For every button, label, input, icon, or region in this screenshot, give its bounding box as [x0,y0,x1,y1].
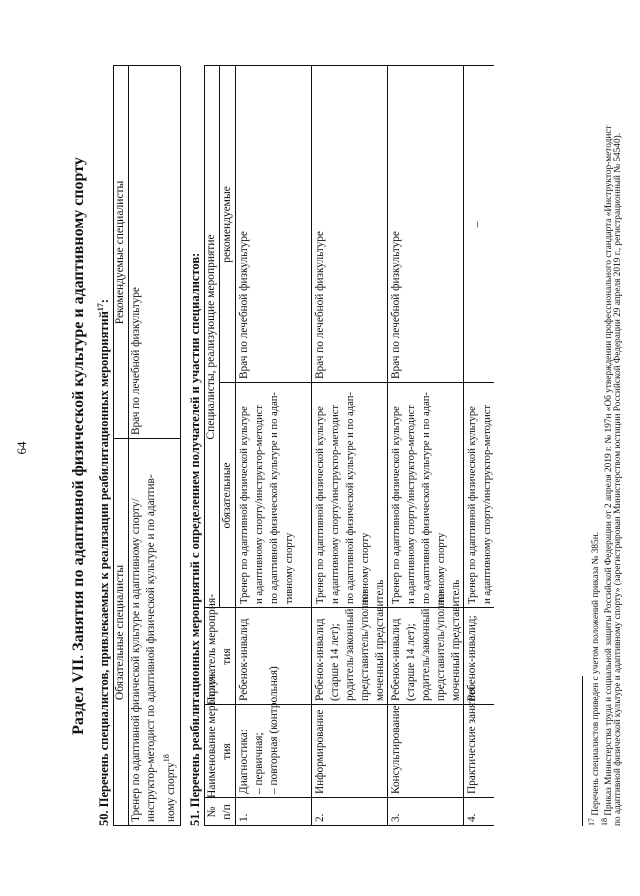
row1-recipient [237,618,252,701]
row3-mandatory-line: по адаптивной физической культуре и по адап- [421,392,432,604]
footnote-ref-17: 17 [96,303,105,312]
row2-mandatory-line: тивному спорту [360,532,371,604]
row1-measure-line: Диагностика: [238,729,250,794]
item50-mandatory-line-text: ному спорту [164,762,177,822]
footnote-18-text: Приказ Министерства труда и социальной защиты Российской Федерации от 2 апреля 2019 г. № 197н «Об утверждении профессионального стандарта «Инструктор-методист [604,125,615,818]
header-recipient [205,593,235,705]
item50-title-suffix: : [97,298,112,304]
row1-measure-line: – первичная; [253,732,265,794]
row4-measure-line: Практические занятия [466,686,478,794]
row4-mandatory-line: Тренер по адаптивной физической культуре [467,406,478,604]
row2-num: 2. [314,813,326,822]
header-measure-name [205,672,235,798]
row4-mandatory [465,405,495,604]
row1-mandatory-line: тивному спорту [284,532,295,604]
row4-measure [465,687,480,794]
row1-measure-line: – повторная (контрольная) [268,666,280,794]
section-title: Раздел VII. Занятия по адаптивной физической культуре и адаптивному спорту [70,157,87,735]
row1-mandatory [237,392,297,604]
header-num [205,798,235,826]
item50-header-mandatory: Обязательные специалисты [114,564,126,701]
item50-mandatory-line [159,474,179,822]
item50-title-text: 50. Перечень специалистов, привлекаемых к реализации реабилитационных мероприятий [97,311,112,826]
row1-recipient-line: Ребенок-инвалид [238,618,250,701]
row3-mandatory-line: Тренер по адаптивной физической культуре [391,406,402,604]
row3-mandatory [389,392,449,604]
row1-mandatory-line: по адаптивной физической культуре и по адап- [269,392,280,604]
header-name-line: Наименование мероприя- [206,672,218,798]
footnote-18-mark: 18 [600,818,609,826]
row3-measure-line: Консультирование [390,705,402,794]
row3-measure [389,705,404,794]
row3-recipient-line: родитель/законный [420,608,432,701]
row2-measure [313,710,328,794]
row2-mandatory-line: Тренер по адаптивной физической культуре [315,406,326,604]
row3-recommended: Врач по лечебной физкультуре [390,231,402,379]
item50-mandatory-cell [129,474,179,822]
row3-recipient-line: моченный представитель [450,579,462,701]
page-number: 64 [14,441,29,455]
row2-mandatory-line: по адаптивной физической культуре и по адап- [345,392,356,604]
footnote-17-mark: 17 [587,818,596,826]
footnote-18-continued: по адаптивной физической культуре и адаптивному спорту» (зарегистрирован Министерством юстиции Российской Федерации 29 апреля 2019 г., регистрационный № 54540). [613,132,623,826]
footnote-divider [582,676,583,826]
row2-recipient-line: представитель/уполно- [359,590,371,701]
row2-recipient-line: (старше 14 лет); [329,623,341,701]
row3-mandatory-line: и адаптивному спорту/инструктор-методист [406,404,417,604]
row3-recipient-line: представитель/уполно- [435,590,447,701]
item51-title: 51. Перечень реабилитационных мероприятий с определением получателей и участии специалистов: [188,252,202,826]
row3-recipient-line: (старше 14 лет); [405,623,417,701]
item50-mandatory-line: Тренер по адаптивной физической культуре и адаптивному спорту/ [130,498,142,822]
row3-num: 3. [390,813,402,822]
row3-recipient-line: Ребенок-инвалид [390,618,402,701]
item50-recommended-cell: Врач по лечебной физкультуре [130,287,142,435]
header-recipient-line: тия [221,648,233,665]
row2-mandatory [313,392,373,604]
row1-mandatory-line: и адаптивному спорту/инструктор-методист [254,404,265,604]
row2-mandatory-line: и адаптивному спорту/инструктор-методист [330,404,341,604]
row2-measure-line: Информирование [314,709,326,794]
row4-num: 4. [466,813,478,822]
footnote-17-text: Перечень специалистов приведен с учетом положений приказа № 385н. [591,532,602,818]
row4-recommended: – [471,221,483,228]
header-recommended: рекомендуемые [221,186,233,263]
row2-recipient-line: моченный представитель [374,579,386,701]
item50-header-recommended: Рекомендуемые специалисты [114,180,126,325]
row2-recommended: Врач по лечебной физкультуре [314,231,326,379]
header-num-line: п/п [221,804,233,820]
row1-recommended: Врач по лечебной физкультуре [238,231,250,379]
header-name-line: тия [221,743,233,760]
header-specialists: Специалисты, реализующие мероприятие [205,234,217,440]
row1-mandatory-line: Тренер по адаптивной физической культуре [239,406,250,604]
row4-recipient [465,615,480,701]
row1-num: 1. [238,813,250,822]
row4-mandatory-line: и адаптивному спорту/инструктор-методист [482,404,493,604]
row4-recipient-line: Ребенок-инвалид; [466,615,478,701]
footnote-ref-18: 18 [162,754,171,763]
item50-mandatory-line: инструктор-методист по адаптивной физической культуре и по адаптив- [145,474,157,822]
header-num-line: № [206,806,218,818]
header-recipient-line: Получатель мероприя- [206,593,218,705]
row3-mandatory-line: тивному спорту [436,532,447,604]
item50-title [96,299,112,826]
row2-recipient-line: родитель/законный [344,608,356,701]
header-mandatory: обязательные [221,462,233,529]
row2-recipient-line: Ребенок-инвалид [314,618,326,701]
